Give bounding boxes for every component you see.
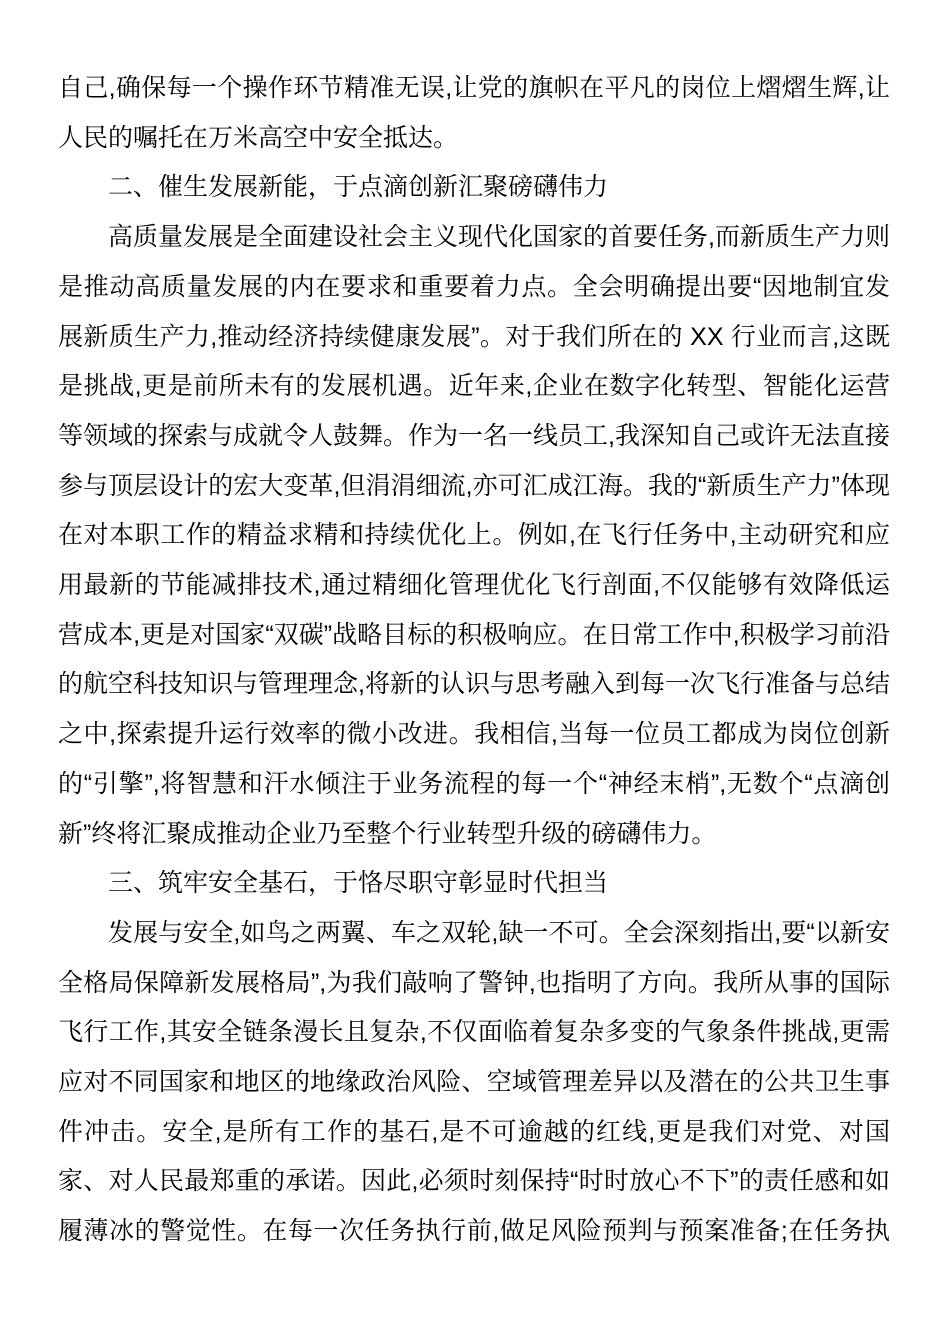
section-heading-3: 三、筑牢安全基石，于恪尽职守彰显时代担当 (108, 869, 609, 898)
section-heading-2: 二、催生发展新能，于点滴创新汇聚磅礴伟力 (108, 173, 609, 202)
paragraph-continuation: 自己,确保每一个操作环节精准无误,让党的旗帜在平凡的岗位上熠熠生辉,让人民的嘱托在万米高空中安全抵达。 (58, 74, 890, 152)
paragraph-section-3-body: 发展与安全,如鸟之两翼、车之双轮,缺一不可。全会深刻指出,要“以新安全格局保障新发展格局”,为我们敲响了警钟,也指明了方向。我所从事的国际飞行工作,其安全链条漫长且复杂,不仅面临着复杂多变的气象条件挑战,更需应对不同国家和地区的地缘政治风险、空域管理差异以及潜在的公共卫生事件冲击。安全,是所有工作的基石,是不可逾越的红线,更是我们对党、对国家、对人民最郑重的承诺。因此,必须时刻保持“时时放心不下”的责任感和如履薄冰的警觉性。在每一次任务执行前,做足风险预判与预案准备;在任务执 (58, 918, 890, 1246)
paragraph-section-2-body: 高质量发展是全面建设社会主义现代化国家的首要任务,而新质生产力则是推动高质量发展的内在要求和重要着力点。全会明确提出要“因地制宜发展新质生产力,推动经济持续健康发展”。对于我们所在的 XX 行业而言,这既是挑战,更是前所未有的发展机遇。近年来,企业在数字化转型、智能化运营等领域的探索与成就令人鼓舞。作为一名一线员工,我深知自己或许无法直接参与顶层设计的宏大变革,但涓涓细流,亦可汇成江海。我的“新质生产力”体现在对本职工作的精益求精和持续优化上。例如,在飞行任务中,主动研究和应用最新的节能减排技术,通过精细化管理优化飞行剖面,不仅能够有效降低运营成本,更是对国家“双碳”战略目标的积极响应。在日常工作中,积极学习前沿的航空科技知识与管理理念,将新的认识与思考融入到每一次飞行准备与总结之中,探索提升运行效率的微小改进。我相信,当每一位员工都成为岗位创新的“引擎”,将智慧和汗水倾注于业务流程的每一个“神经末梢”,无数个“点滴创新”终将汇聚成推动企业乃至整个行业转型升级的磅礴伟力。 (58, 223, 890, 848)
